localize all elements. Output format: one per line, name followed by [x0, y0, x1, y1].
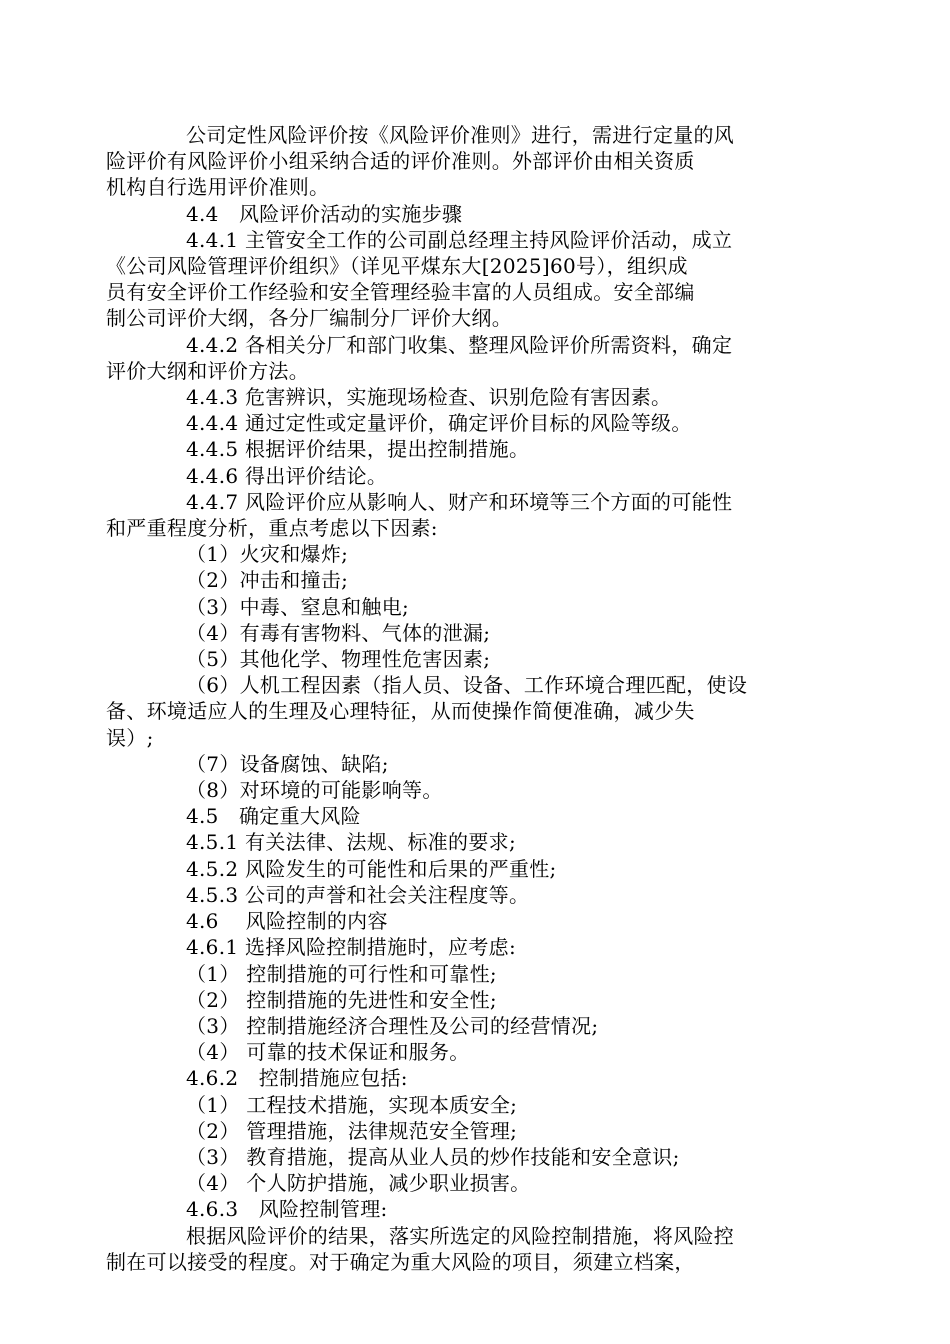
section-heading: [146, 803, 808, 829]
text-line: 4.5.1 有关法律、法规、标准的要求;: [186, 830, 516, 855]
list-item: [146, 1013, 808, 1039]
paragraph: [146, 410, 808, 436]
list-item: [146, 1039, 808, 1065]
paragraph: [146, 463, 808, 489]
paragraph: [106, 489, 808, 541]
text-line: （3）中毒、窒息和触电;: [186, 594, 410, 619]
text-line: 4.4.2 各相关分厂和部门收集、整理风险评价所需资料，确定: [186, 332, 733, 357]
section-heading: [146, 201, 808, 227]
list-item: [146, 1196, 808, 1222]
list-item: [146, 777, 808, 803]
list-item: [146, 567, 808, 593]
text-line: （5）其他化学、物理性危害因素;: [186, 647, 491, 672]
text-line: 4.4.4 通过定性或定量评价，确定评价目标的风险等级。: [186, 411, 692, 436]
text-line: （1）火灾和爆炸;: [186, 542, 349, 567]
paragraph: [106, 1223, 808, 1275]
list-item: [146, 594, 808, 620]
list-item: [146, 541, 808, 567]
list-item: [146, 1144, 808, 1170]
text-line: 4.6.2 控制措施应包括:: [186, 1066, 408, 1091]
list-item: [146, 1118, 808, 1144]
text-line: 评价大纲和评价方法。: [106, 358, 309, 383]
text-line: 4.4.6 得出评价结论。: [186, 463, 388, 488]
paragraph: [146, 384, 808, 410]
paragraph: [146, 436, 808, 462]
text-line: 制公司评价大纲，各分厂编制分厂评价大纲。: [106, 306, 512, 331]
text-line: （3） 教育措施，提高从业人员的炒作技能和安全意识;: [186, 1144, 680, 1169]
text-line: 和严重程度分析，重点考虑以下因素:: [106, 516, 438, 541]
text-line: （4）有毒有害物料、气体的泄漏;: [186, 620, 491, 645]
paragraph: [106, 332, 808, 384]
text-line: （4） 可靠的技术保证和服务。: [186, 1040, 470, 1065]
text-line: （3） 控制措施经济合理性及公司的经营情况;: [186, 1013, 599, 1038]
text-line: 4.4.5 根据评价结果，提出控制措施。: [186, 437, 530, 462]
text-line: 4.5.3 公司的声誉和社会关注程度等。: [186, 882, 530, 907]
text-line: （4） 个人防护措施，减少职业损害。: [186, 1171, 531, 1196]
text-line: （2） 控制措施的先进性和安全性;: [186, 987, 497, 1012]
text-line: 备、环境适应人的生理及心理特征，从而使操作简便准确，减少失: [106, 699, 695, 724]
list-item: [146, 987, 808, 1013]
list-item: [146, 1170, 808, 1196]
text-line: 公司定性风险评价按《风险评价准则》进行，需进行定量的风: [186, 123, 735, 147]
text-line: 4.5 确定重大风险: [186, 804, 361, 829]
text-line: 险评价有风险评价小组采纳合适的评价准则。外部评价由相关资质: [106, 149, 695, 174]
text-line: 员有安全评价工作经验和安全管理经验丰富的人员组成。安全部编: [106, 280, 695, 305]
list-item: [146, 882, 808, 908]
text-line: 4.4.7 风险评价应从影响人、财产和环境等三个方面的可能性: [186, 489, 733, 514]
text-line: 4.6.1 选择风险控制措施时，应考虑:: [186, 935, 516, 960]
text-line: 4.5.2 风险发生的可能性和后果的严重性;: [186, 856, 557, 881]
text-line: （2）冲击和撞击;: [186, 568, 349, 593]
list-item: [146, 751, 808, 777]
list-item: [146, 1092, 808, 1118]
text-line: （6）人机工程因素（指人员、设备、工作环境合理匹配，使设: [186, 673, 748, 698]
text-line: （8）对环境的可能影响等。: [186, 778, 443, 803]
text-line: 4.6 风险控制的内容: [186, 909, 388, 934]
text-line: 4.6.3 风险控制管理:: [186, 1197, 388, 1222]
paragraph: [106, 227, 808, 332]
text-line: 机构自行选用评价准则。: [106, 175, 330, 200]
list-item: [146, 620, 808, 646]
list-item: [146, 646, 808, 672]
text-line: 4.4 风险评价活动的实施步骤: [186, 201, 463, 226]
text-line: 《公司风险管理评价组织》（详见平煤东大[2025]60号），组织成: [106, 254, 688, 279]
list-item: [146, 1065, 808, 1091]
text-line: （1） 工程技术措施，实现本质安全;: [186, 1092, 518, 1117]
paragraph: [106, 672, 808, 751]
list-item: [146, 856, 808, 882]
text-line: （7）设备腐蚀、缺陷;: [186, 751, 389, 776]
paragraph: [106, 122, 808, 201]
list-item: [146, 961, 808, 987]
text-line: 误）;: [106, 725, 154, 750]
section-heading: [146, 908, 808, 934]
text-line: 制在可以接受的程度。对于确定为重大风险的项目，须建立档案，: [106, 1249, 695, 1274]
list-item: [146, 829, 808, 855]
text-line: （2） 管理措施，法律规范安全管理;: [186, 1118, 518, 1143]
text-line: （1） 控制措施的可行性和可靠性;: [186, 961, 497, 986]
document-body: [106, 122, 808, 1275]
list-item: [146, 934, 808, 960]
text-line: 4.4.1 主管安全工作的公司副总经理主持风险评价活动，成立: [186, 227, 733, 252]
text-line: 4.4.3 危害辨识，实施现场检查、识别危险有害因素。: [186, 385, 672, 410]
text-line: 根据风险评价的结果，落实所选定的风险控制措施，将风险控: [186, 1223, 735, 1248]
